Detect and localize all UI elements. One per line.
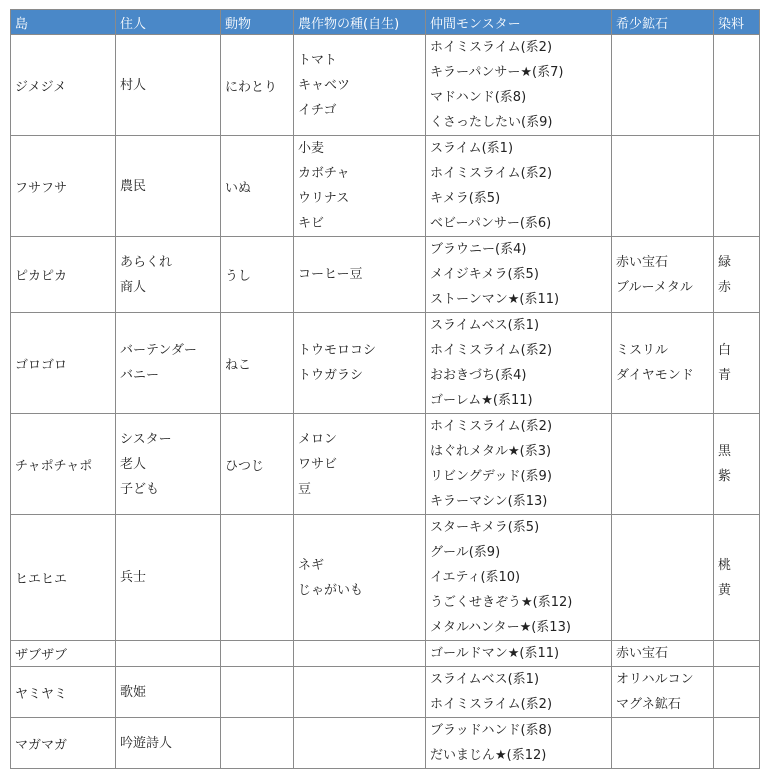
residents-cell: 農民 bbox=[116, 136, 221, 237]
ores-cell bbox=[612, 718, 714, 769]
animal-cell: うし bbox=[221, 237, 294, 313]
monsters-cell: スライムベス(系1) ホイミスライム(系2) おおきづち(系4) ゴーレム★(系11) bbox=[426, 313, 612, 414]
monsters-cell: ブラウニー(系4) メイジキメラ(系5) ストーンマン★(系11) bbox=[426, 237, 612, 313]
island-cell: ピカピカ bbox=[11, 237, 116, 313]
dyes-cell bbox=[714, 136, 760, 237]
header-residents: 住人 bbox=[116, 10, 221, 35]
residents-cell: 村人 bbox=[116, 35, 221, 136]
ores-cell bbox=[612, 414, 714, 515]
crops-cell bbox=[294, 718, 426, 769]
ores-cell: ミスリル ダイヤモンド bbox=[612, 313, 714, 414]
dyes-cell: 黒 紫 bbox=[714, 414, 760, 515]
residents-cell: 兵士 bbox=[116, 515, 221, 641]
monsters-cell: ホイミスライム(系2) キラーパンサー★(系7) マドハンド(系8) くさったしたい(系9) bbox=[426, 35, 612, 136]
header-crops: 農作物の種(自生) bbox=[294, 10, 426, 35]
dyes-cell: 緑 赤 bbox=[714, 237, 760, 313]
header-dyes: 染料 bbox=[714, 10, 760, 35]
table-row bbox=[11, 136, 760, 237]
monsters-cell: ゴールドマン★(系11) bbox=[426, 641, 612, 667]
animal-cell: いぬ bbox=[221, 136, 294, 237]
table-row bbox=[11, 237, 760, 313]
residents-cell: あらくれ 商人 bbox=[116, 237, 221, 313]
animal-cell bbox=[221, 515, 294, 641]
island-cell: ザブザブ bbox=[11, 641, 116, 667]
crops-cell: トウモロコシ トウガラシ bbox=[294, 313, 426, 414]
residents-cell: シスター 老人 子ども bbox=[116, 414, 221, 515]
table-row bbox=[11, 667, 760, 718]
table-row bbox=[11, 35, 760, 136]
island-cell: ヒエヒエ bbox=[11, 515, 116, 641]
ores-cell: オリハルコン マグネ鉱石 bbox=[612, 667, 714, 718]
island-cell: チャポチャポ bbox=[11, 414, 116, 515]
table-row bbox=[11, 641, 760, 667]
table-row bbox=[11, 414, 760, 515]
crops-cell: トマト キャベツ イチゴ bbox=[294, 35, 426, 136]
crops-cell: ネギ じゃがいも bbox=[294, 515, 426, 641]
header-animal: 動物 bbox=[221, 10, 294, 35]
header-row bbox=[11, 10, 760, 35]
dyes-cell: 白 青 bbox=[714, 313, 760, 414]
island-cell: フサフサ bbox=[11, 136, 116, 237]
crops-cell: 小麦 カボチャ ウリナス キビ bbox=[294, 136, 426, 237]
island-cell: ヤミヤミ bbox=[11, 667, 116, 718]
residents-cell: バーテンダー バニー bbox=[116, 313, 221, 414]
animal-cell: ひつじ bbox=[221, 414, 294, 515]
animal-cell bbox=[221, 667, 294, 718]
ores-cell bbox=[612, 136, 714, 237]
monsters-cell: ブラッドハンド(系8) だいまじん★(系12) bbox=[426, 718, 612, 769]
island-cell: ジメジメ bbox=[11, 35, 116, 136]
animal-cell: にわとり bbox=[221, 35, 294, 136]
header-ores: 希少鉱石 bbox=[612, 10, 714, 35]
crops-cell bbox=[294, 667, 426, 718]
crops-cell: メロン ワサビ 豆 bbox=[294, 414, 426, 515]
crops-cell bbox=[294, 641, 426, 667]
header-island: 島 bbox=[11, 10, 116, 35]
residents-cell bbox=[116, 641, 221, 667]
residents-cell: 吟遊詩人 bbox=[116, 718, 221, 769]
header-monsters: 仲間モンスター bbox=[426, 10, 612, 35]
residents-cell: 歌姫 bbox=[116, 667, 221, 718]
ores-cell: 赤い宝石 bbox=[612, 641, 714, 667]
animal-cell bbox=[221, 641, 294, 667]
table-row bbox=[11, 515, 760, 641]
dyes-cell bbox=[714, 641, 760, 667]
island-table bbox=[10, 9, 760, 769]
table-row bbox=[11, 718, 760, 769]
ores-cell bbox=[612, 35, 714, 136]
ores-cell bbox=[612, 515, 714, 641]
monsters-cell: スライム(系1) ホイミスライム(系2) キメラ(系5) ベビーパンサー(系6) bbox=[426, 136, 612, 237]
dyes-cell bbox=[714, 35, 760, 136]
table-row bbox=[11, 313, 760, 414]
dyes-cell bbox=[714, 718, 760, 769]
dyes-cell: 桃 黄 bbox=[714, 515, 760, 641]
monsters-cell: スライムベス(系1) ホイミスライム(系2) bbox=[426, 667, 612, 718]
monsters-cell: ホイミスライム(系2) はぐれメタル★(系3) リビングデッド(系9) キラーマシン(系13) bbox=[426, 414, 612, 515]
crops-cell: コーヒー豆 bbox=[294, 237, 426, 313]
monsters-cell: スターキメラ(系5) グール(系9) イエティ(系10) うごくせきぞう★(系12) メタルハンター★(系13) bbox=[426, 515, 612, 641]
ores-cell: 赤い宝石 ブルーメタル bbox=[612, 237, 714, 313]
animal-cell: ねこ bbox=[221, 313, 294, 414]
island-cell: ゴロゴロ bbox=[11, 313, 116, 414]
animal-cell bbox=[221, 718, 294, 769]
island-cell: マガマガ bbox=[11, 718, 116, 769]
dyes-cell bbox=[714, 667, 760, 718]
